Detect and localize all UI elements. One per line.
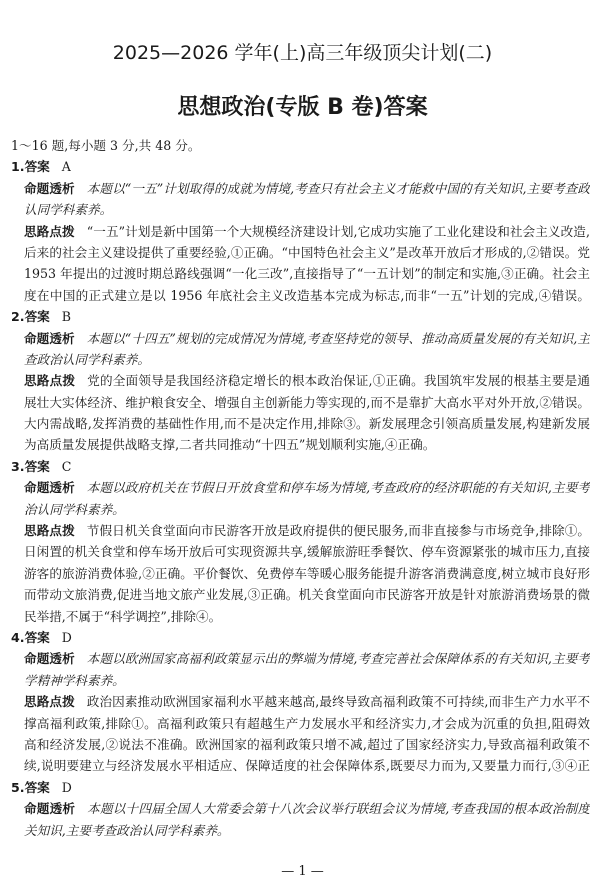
analysis-line: 查政治认同学科素养。	[24, 351, 150, 367]
reasoning-line: 高和经济发展,②说法不准确。欧洲国家的福利政策只增不减,超过了国家经济实力,导致高福利政策不	[24, 736, 590, 752]
question-3-analysis: 命题透析 本题以政府机关在节假日开放食堂和停车场为情境,考查政府的经济职能的有关知识,主要考	[24, 480, 590, 496]
reasoning-line: 后来的社会主义建设提供了重要经验,①正确。“中国特色社会主义”是改革开放后才形成的,②错误。党	[24, 244, 590, 260]
analysis-line: 关知识,主要考查政治认同学科素养。	[24, 822, 230, 838]
question-1-reasoning: 思路点拨 “一五”计划是新中国第一个大规模经济建设计划,它成功实施了工业化建设和社会主义改造,	[24, 223, 590, 239]
question-2-answer: 2.答案 B	[11, 309, 72, 325]
question-1-analysis: 命题透析 本题以“一五”计划取得的成就为情境,考查只有社会主义才能救中国的有关知识,主要考查政	[24, 180, 590, 196]
question-5-answer: 5.答案 D	[11, 779, 72, 795]
answer-content	[0, 135, 605, 841]
question-4-reasoning: 思路点拨 政治因素推动欧洲国家福利水平越来越高,最终导致高福利政策不可持续,而非生产力水平不	[24, 694, 590, 710]
intro-text: 1～16 题,每小题 3 分,共 48 分。	[11, 138, 201, 153]
question-5-analysis: 命题透析 本题以十四届全国人大常委会第十八次会议举行联组会议为情境,考查我国的根本政治制度	[24, 801, 590, 817]
page-number: — 1 —	[281, 864, 324, 879]
question-4-analysis: 命题透析 本题以欧洲国家高福利政策显示出的弊端为情境,考查完善社会保障体系的有关知识,主要考	[24, 651, 590, 667]
reasoning-line: 展壮大实体经济、维护粮食安全、增强自主创新能力等实现的,而不是靠扩大高水平对外开放,②错误。	[24, 394, 590, 410]
question-4-answer: 4.答案 D	[11, 629, 72, 645]
reasoning-line: 民举措,不属于“科学调控”,排除④。	[24, 608, 222, 624]
analysis-line: 学精神学科素养。	[24, 672, 125, 688]
reasoning-line: 度在中国的正式建立是以 1956 年底社会主义改造基本完成为标志,而非“一五”计划的完成,④错误。	[24, 287, 590, 303]
reasoning-line: 游客的旅游消费体验,②正确。平价餐饮、免费停车等暖心服务能提升游客消费满意度,树立城市良好形	[24, 565, 590, 581]
reasoning-line: 日闲置的机关食堂和停车场开放后可实现资源共享,缓解旅游旺季餐饮、停车资源紧张的城市压力,直接	[24, 544, 590, 560]
analysis-line: 治认同学科素养。	[24, 501, 125, 517]
question-2-reasoning: 思路点拨 党的全面领导是我国经济稳定增长的根本政治保证,①正确。我国筑牢发展的根基主要是通	[24, 373, 590, 389]
question-1-answer: 1.答案 A	[11, 159, 71, 175]
document-title: 2025—2026 学年(上)高三年级顶尖计划(二)	[112, 42, 493, 64]
question-2-analysis: 命题透析 本题以“十四五”规划的完成情况为情境,考查坚持党的领导、推动高质量发展的有关知识,主	[24, 330, 590, 346]
reasoning-line: 撑高福利政策,排除①。高福利政策只有超越生产力发展水平和经济实力,才会成为沉重的负担,阻碍效	[24, 715, 590, 731]
question-3-reasoning: 思路点拨 节假日机关食堂面向市民游客开放是政府提供的便民服务,而非直接参与市场竞争,排除①。	[24, 523, 590, 539]
question-3-answer: 3.答案 C	[11, 458, 72, 474]
document-subtitle: 思想政治(专版 B 卷)答案	[177, 95, 428, 120]
analysis-line: 认同学科素养。	[24, 202, 113, 218]
reasoning-line: 为高质量发展提供战略支撑,二者共同推动“十四五”规划顺利实施,④正确。	[24, 437, 436, 453]
reasoning-line: 而带动文旅消费,促进当地文旅产业发展,③正确。机关食堂面向市民游客开放是针对旅游消费场景的微	[24, 587, 590, 603]
reasoning-line: 大内需战略,发挥消费的基础性作用,而不是决定作用,排除③。新发展理念引领高质量发展,构建新发展	[24, 416, 590, 432]
reasoning-line: 1953 年提出的过渡时期总路线强调“一化三改”,直接指导了“一五计划”的制定和实施,③正确。社会主	[24, 266, 590, 282]
reasoning-line: 续,说明要建立与经济发展水平相适应、保障适度的社会保障体系,既要尽力而为,又要量力而行,③④正	[24, 758, 590, 774]
